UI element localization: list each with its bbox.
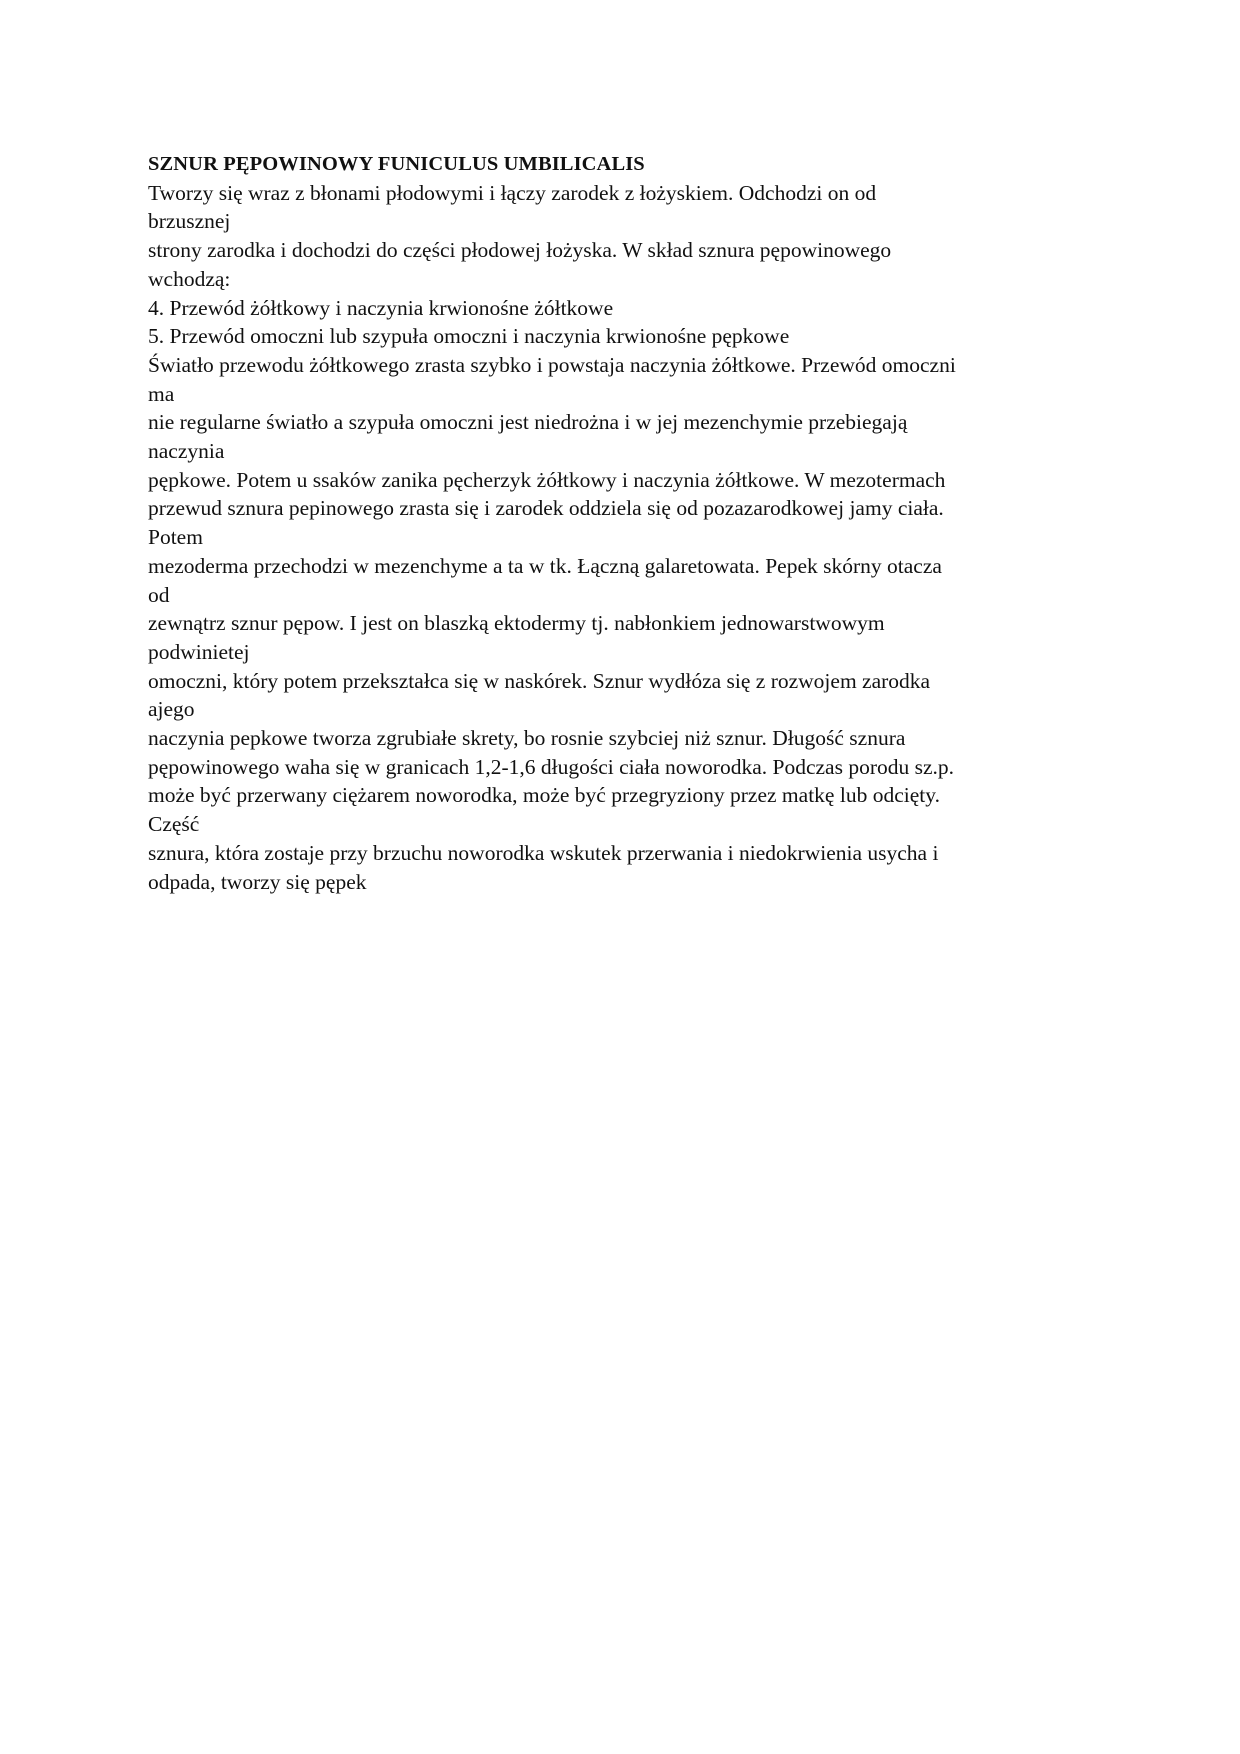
list-item: 4. Przewód żółtkowy i naczynia krwionośne żółtkowe <box>148 295 614 320</box>
text-line: strony zarodka i dochodzi do części płodowej łożyska. W skład sznura pępowinowego <box>148 238 892 263</box>
text-line: Światło przewodu żółtkowego zrasta szybko i powstaja naczynia żółtkowe. Przewód omoczni <box>148 352 956 377</box>
text-line: może być przerwany ciężarem noworodka, może być przegryziony przez matkę lub odcięty. <box>148 783 940 808</box>
text-line: ajego <box>148 697 195 722</box>
text-line: nie regularne światło a szypuła omoczni jest niedrożna i w jej mezenchymie przebiegają <box>148 410 908 435</box>
list-item: 5. Przewód omoczni lub szypuła omoczni i naczynia krwionośne pępkowe <box>148 324 790 349</box>
document-title: SZNUR PĘPOWINOWY FUNICULUS UMBILICALIS <box>148 153 645 175</box>
text-line: Tworzy się wraz z błonami płodowymi i łączy zarodek z łożyskiem. Odchodzi on od <box>148 180 877 205</box>
text-line: mezoderma przechodzi w mezenchyme a ta w tk. Łączną galaretowata. Pepek skórny otacza <box>148 553 942 578</box>
text-line: naczynia pepkowe tworza zgrubiałe skrety, bo rosnie szybciej niż sznur. Długość sznura <box>148 726 906 751</box>
text-line: pępkowe. Potem u ssaków zanika pęcherzyk żółtkowy i naczynia żółtkowe. W mezotermach <box>148 467 946 492</box>
text-line: omoczni, który potem przekształca się w naskórek. Sznur wydłóza się z rozwojem zarodka <box>148 668 931 693</box>
text-line: wchodzą: <box>148 266 231 291</box>
text-line: Potem <box>148 525 203 550</box>
text-line: brzusznej <box>148 209 231 234</box>
text-line: pępowinowego waha się w granicach 1,2-1,6 długości ciała noworodka. Podczas porodu sz.p. <box>148 754 955 779</box>
text-line: sznura, która zostaje przy brzuchu noworodka wskutek przerwania i niedokrwienia usycha i <box>148 840 939 865</box>
text-line: od <box>148 582 170 607</box>
text-line: ma <box>148 381 175 406</box>
text-line: przewud sznura pepinowego zrasta się i zarodek oddziela się od pozazarodkowej jamy ciała. <box>148 496 944 521</box>
document-body <box>148 150 1148 896</box>
text-line: odpada, tworzy się pępek <box>148 869 367 894</box>
text-line: podwinietej <box>148 639 250 664</box>
text-line: Część <box>148 812 200 837</box>
text-line: naczynia <box>148 439 225 464</box>
text-line: zewnątrz sznur pępow. I jest on blaszką ektodermy tj. nabłonkiem jednowarstwowym <box>148 611 885 636</box>
